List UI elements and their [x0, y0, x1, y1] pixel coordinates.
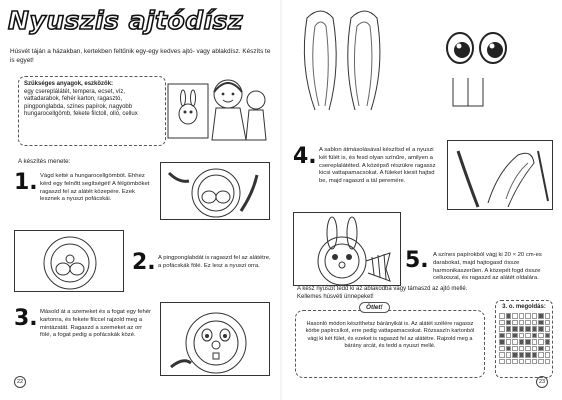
step-4-number: 4.: [293, 144, 317, 169]
supplies-box: [18, 76, 166, 146]
step-2-illustration: [14, 230, 124, 292]
tip-text: Hasonló módon készíthetsz bárányikát is. Az alátét szélére ragassz körbe papírcsíkot, erre pedig vattapamacsokat. Rózsaszín kartonból vágj ki két fület, és ezeket is ragaszd fel az alátétre. Rajzold meg a bárány arcát, és tedd a nyuszi mellé.: [305, 321, 475, 350]
tip-title: Ötlet!: [359, 302, 390, 313]
step-3-illustration: [160, 302, 270, 376]
step-5-illustration: [293, 212, 401, 286]
right-page: [281, 0, 562, 400]
step-1-text: Vágd ketté a hungarocellgömböt. Ehhez kérd egy felnőtt segítségét! A félgömböket ragaszd fel az alátét közepére. Ezek lesznek a nyuszi pofácskái.: [40, 173, 150, 203]
step-2-number: 2.: [132, 250, 156, 275]
solution-heading: 3. o. megoldás:: [502, 304, 546, 310]
supplies-text: egy csereplálátét, tempera, ecset, víz, vattadarabok, fehér karton, ragasztó, pingponglabda, színes papírok, nagyobb hungarocellgömb, fekete filctoll, olló, cellux: [24, 88, 138, 118]
solution-box: [495, 300, 553, 378]
step-2-text: A pingponglabdát is ragaszd fel az alátétre, a pofácskák fölé. Ez lesz a nyuszi orra.: [158, 255, 271, 269]
ears-and-eyes-template: [293, 6, 553, 116]
step-3-number: 3.: [14, 306, 38, 331]
page-number-right: 23: [536, 376, 548, 388]
step-5-text: A színes papírokból vágj ki 20 × 20 cm-es darabokat, majd hajtogasd össze harmonikaszerűen. A közepét fogd össze celluxszal, és ragaszd az alátét oldalára.: [433, 252, 542, 282]
steps-heading: A készítés menete:: [18, 158, 71, 165]
step-5-number: 5.: [405, 248, 429, 273]
page-number-left: 22: [14, 376, 26, 388]
step-1-number: 1.: [14, 170, 38, 195]
intro-text: Húsvét táján a házakban, kertekben feltűnik egy-egy kedves ajtó- vagy ablakdísz. Készíts te is egyet!: [10, 48, 271, 64]
solution-grid: [499, 313, 549, 364]
step-4-illustration: [447, 140, 553, 210]
supplies-heading: Szükséges anyagok, eszközök:: [24, 81, 114, 87]
tip-box: [295, 310, 485, 378]
step-3-text: Másold át a szemeket és a fogat egy fehér kartonra, és fekete filccel rajzold meg a mintázatát. Ragaszd a szemeket az orr fölé, a fogat pedig a pofácskák közé.: [40, 309, 152, 339]
step-4-text: A sablon átmásolásával készítsd el a nyuszi két fülét is, és fesd olyan színűre, amilyen a csereplalátéted. A középső részükre ragassz kicsi vattapamacsokat. A füleket kiesit hajtsd be, majd ragaszd a tál peremére.: [319, 147, 436, 185]
final-text: A kész nyuszit tedd ki az ablakodba vagy támaszd az ajtó mellé. Kellemes húsvéti ünnepeket!: [297, 286, 468, 300]
step-1-illustration: [160, 162, 270, 220]
page-title: Nyuszis ajtódísz: [8, 6, 244, 35]
kids-with-bunny-illustration: [166, 70, 270, 150]
